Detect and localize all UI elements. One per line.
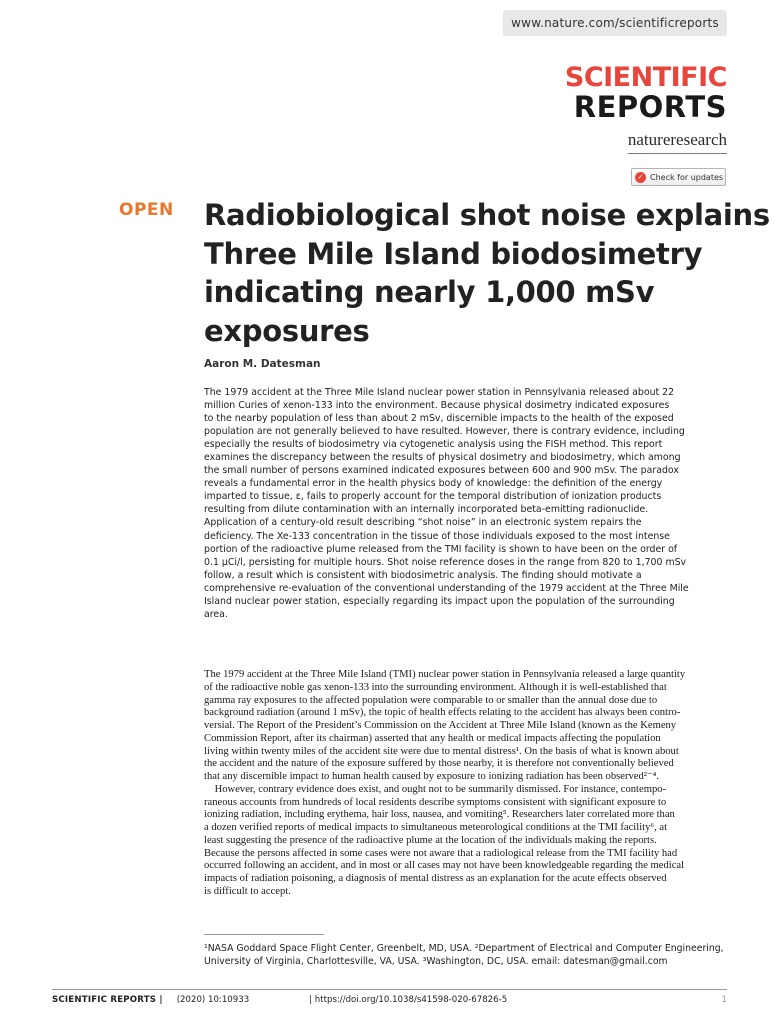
abstract-line: population are not generally believed to have resulted. However, there is contrary evidence, including [204,426,685,438]
body-line: of the radioactive noble gas xenon-133 into the surrounding environment. Although it is well-established that [204,681,667,693]
abstract-line: imparted to tissue, ε, fails to properly account for the temporal distribution of ionization products [204,491,662,503]
body-line: is difficult to accept. [204,885,291,897]
abstract-line: The 1979 accident at the Three Mile Island nuclear power station in Pennsylvania released about 22 [204,387,675,398]
abstract-line: Island nuclear power station, especially regarding its impact upon the population of the surrounding [204,595,675,607]
abstract-line: deficiency. The Xe-133 concentration in the tissue of those individuals exposed to the most intense [204,530,670,542]
body-line: that any discernible impact to human health caused by exposure to ionizing radiation has been observed²⁻⁴. [204,771,659,782]
article-body [204,669,726,899]
abstract-line: especially the results of biodosimetry via cytogenetic analysis using the FISH method. This report [204,439,663,451]
body-line: Because the persons affected in some cases were not aware that a radiological release from the TMI facility had [204,847,678,859]
abstract-line: resulting from dilute contamination with an internally incorporated beta-emitting radionuclide. [204,504,649,516]
abstract-line: portion of the radioactive plume released from the TMI facility is shown to have been on the order of [204,543,678,555]
abstract-line: to the nearby population of less than about 2 mSv, discernible impacts to the health of the exposed [204,413,674,425]
footer-journal: SCIENTIFIC REPORTS | [52,995,163,1005]
body-line: Commission Report, after its chairman) asserted that any health or medical impacts affecting the population [204,732,661,744]
body-line: impacts of radiation poisoning, a diagnosis of mental distress as an explanation for the acute effects observed [204,873,667,884]
abstract-line: 0.1 µCi/l, persisting for multiple hours. Shot noise reference doses in the range from 820 to 1,700 mSv [204,556,687,568]
author-name: Aaron M. Datesman [204,358,321,370]
affiliations-footnote [204,942,726,968]
body-line: The 1979 accident at the Three Mile Island (TMI) nuclear power station in Pennsylvania released a large quantity [204,669,686,680]
title-line: indicating nearly 1,000 mSv [204,275,655,309]
abstract-line: area. [204,608,228,620]
update-badge-icon: ✓ [635,172,646,183]
body-line: However, contrary evidence does exist, and ought not to be summarily dismissed. For instance, contempo- [204,783,667,795]
page-number: 1 [721,995,727,1005]
abstract-line: reveals a fundamental error in the health physics body of knowledge: the definition of the energy [204,478,663,490]
abstract-line: million Curies of xenon-133 into the environment. Because physical dosimetry indicated exposures [204,400,670,412]
footer-doi-link[interactable]: | https://doi.org/10.1038/s41598-020-67826-5 [309,995,508,1005]
body-line: gamma ray exposures to the affected population were comparable to or smaller than the annual dose due to [204,694,658,706]
check-for-updates-button[interactable] [631,168,726,186]
abstract-line: the small number of persons examined indicated exposures between 600 and 900 mSv. The paradox [204,465,679,477]
journal-logo-line2: REPORTS [573,90,727,124]
journal-url[interactable]: www.nature.com/scientificreports [503,10,727,36]
footnote-line: University of Virginia, Charlottesville, VA, USA. ³Washington, DC, USA. email: datesman@gmail.com [204,956,668,967]
body-line: versial. The Report of the President’s Commission on the Accident at Three Mile Island (known as the Kemeny [204,720,677,731]
open-access-label: OPEN [119,200,174,220]
abstract [204,386,726,621]
body-line: the accident and the nature of the exposure suffered by those nearby, it is therefore not conventionally believed [204,758,674,770]
body-line: least suggesting the presence of the radioactive plume at the location of the individuals making the reports. [204,834,657,846]
title-line: exposures [204,313,370,348]
abstract-line: examines the discrepancy between the results of physical dosimetry and biodosimetry, which among [204,452,681,464]
body-line: ionizing radiation, including erythema, hair loss, nausea, and vomiting⁵. Researchers later correlated more than [204,809,675,821]
body-line: living within twenty miles of the accident site were due to mental distress¹. On the basis of what is known about [204,745,679,757]
title-line: Radiobiological shot noise explains [204,198,770,232]
check-updates-label: Check for updates [650,172,724,182]
abstract-line: follow, a result which is consistent with biodosimetric analysis. The finding should motivate a [204,569,642,581]
page-footer [52,989,727,1005]
journal-logo [565,64,727,154]
footnote-line: ¹NASA Goddard Space Flight Center, Greenbelt, MD, USA. ²Department of Electrical and Computer Engineering, [204,943,724,954]
article-title [204,196,770,350]
abstract-line: Application of a century-old result describing “shot noise” in an electronic system repairs the [204,517,642,529]
footer-volume: (2020) 10:10933 [176,995,250,1005]
title-line: Three Mile Island biodosimetry [204,236,703,271]
body-line: raneous accounts from hundreds of local residents describe symptoms consistent with significant exposure to [204,796,667,808]
body-line: background radiation (around 1 mSv), the topic of health effects relating to the accident has always been contro- [204,707,681,719]
body-line: occurred following an accident, and in most or all cases may not have been knowledgeable regarding the medical [204,860,685,872]
publisher-name: natureresearch [628,130,727,154]
journal-logo-line1: SCIENTIFIC [564,62,727,93]
footnote-divider [204,934,324,935]
body-line: a dozen verified reports of medical impacts to simultaneous meteorological conditions at the TMI facility⁶, at [204,822,668,833]
abstract-line: comprehensive re-evaluation of the conventional understanding of the 1979 accident at the Three Mile [204,582,689,594]
